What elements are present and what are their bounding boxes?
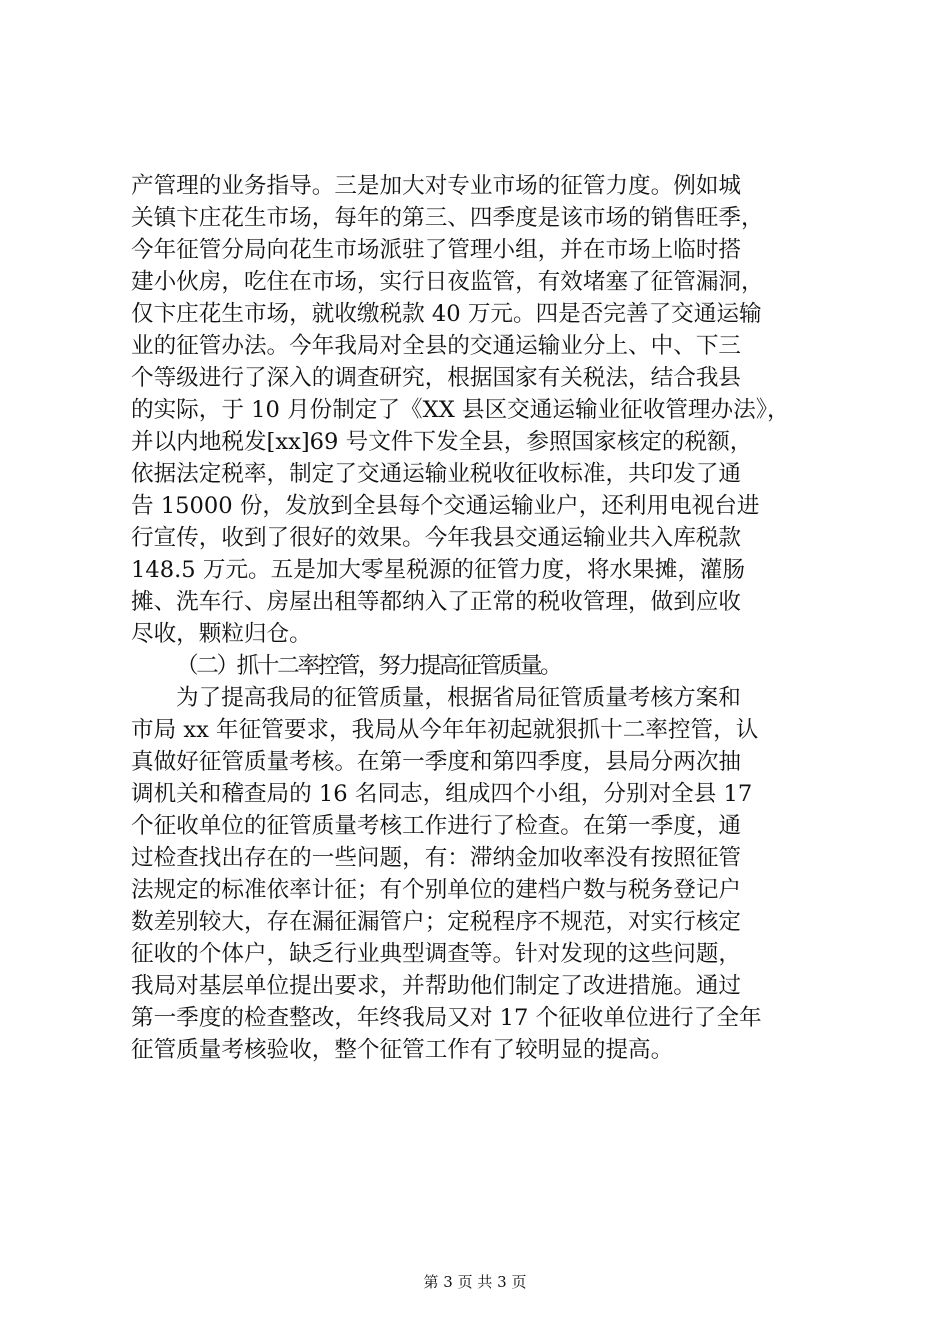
text-line: 摊、洗车行、房屋出租等都纳入了正常的税收管理，做到应收 [131, 589, 742, 615]
text-line: 征管质量考核验收，整个征管工作有了较明显的提高。 [131, 1037, 674, 1063]
text-line: 建小伙房，吃住在市场，实行日夜监管，有效堵塞了征管漏洞， [131, 269, 764, 295]
text-line: 为了提高我局的征管质量，根据省局征管质量考核方案和 [176, 685, 741, 711]
text-line: 的实际，于 10 月份制定了《XX 县区交通运输业征收管理办法》， [131, 397, 790, 423]
text-line: 真做好征管质量考核。在第一季度和第四季度，县局分两次抽 [131, 749, 742, 775]
text-line: 征收的个体户，缺乏行业典型调查等。针对发现的这些问题， [131, 941, 742, 967]
text-line: 产管理的业务指导。三是加大对专业市场的征管力度。例如城 [131, 173, 742, 199]
text-line: 过检查找出存在的一些问题，有：滞纳金加收率没有按照征管 [131, 845, 742, 871]
page-footer: 第 3 页 共 3 页 [423, 1273, 527, 1291]
text-line: 业的征管办法。今年我局对全县的交通运输业分上、中、下三 [131, 333, 742, 359]
text-line: 第一季度的检查整改，年终我局又对 17 个征收单位进行了全年 [131, 1005, 762, 1031]
text-line: （二）抓十二率控管，努力提高征管质量。 [176, 653, 561, 679]
text-line: 个征收单位的征管质量考核工作进行了检查。在第一季度，通 [131, 813, 742, 839]
text-line: 行宣传，收到了很好的效果。今年我县交通运输业共入库税款 [131, 525, 742, 551]
text-line: 市局 xx 年征管要求，我局从今年年初起就狠抓十二率控管，认 [131, 717, 759, 743]
text-line: 数差别较大，存在漏征漏管户；定税程序不规范，对实行核定 [131, 909, 742, 935]
text-line: 告 15000 份，发放到全县每个交通运输业户，还利用电视台进 [131, 493, 760, 519]
text-line: 依据法定税率，制定了交通运输业税收征收标准，共印发了通 [131, 461, 742, 487]
text-line: 今年征管分局向花生市场派驻了管理小组，并在市场上临时搭 [131, 237, 742, 263]
text-line: 仅卞庄花生市场，就收缴税款 40 万元。四是否完善了交通运输 [131, 301, 762, 327]
text-line: 并以内地税发[xx]69 号文件下发全县，参照国家核定的税额， [131, 429, 753, 455]
text-line: 关镇卞庄花生市场，每年的第三、四季度是该市场的销售旺季， [131, 205, 764, 231]
document-body [131, 170, 821, 1066]
text-line: 尽收，颗粒归仓。 [131, 621, 312, 647]
text-line: 调机关和稽查局的 16 名同志，组成四个小组，分别对全县 17 [131, 781, 753, 807]
text-line: 我局对基层单位提出要求，并帮助他们制定了改进措施。通过 [131, 973, 742, 999]
text-line: 法规定的标准依率计征；有个别单位的建档户数与税务登记户 [131, 877, 742, 903]
text-line: 个等级进行了深入的调查研究，根据国家有关税法，结合我县 [131, 365, 742, 391]
text-line: 148.5 万元。五是加大零星税源的征管力度，将水果摊，灌肠 [131, 557, 746, 583]
